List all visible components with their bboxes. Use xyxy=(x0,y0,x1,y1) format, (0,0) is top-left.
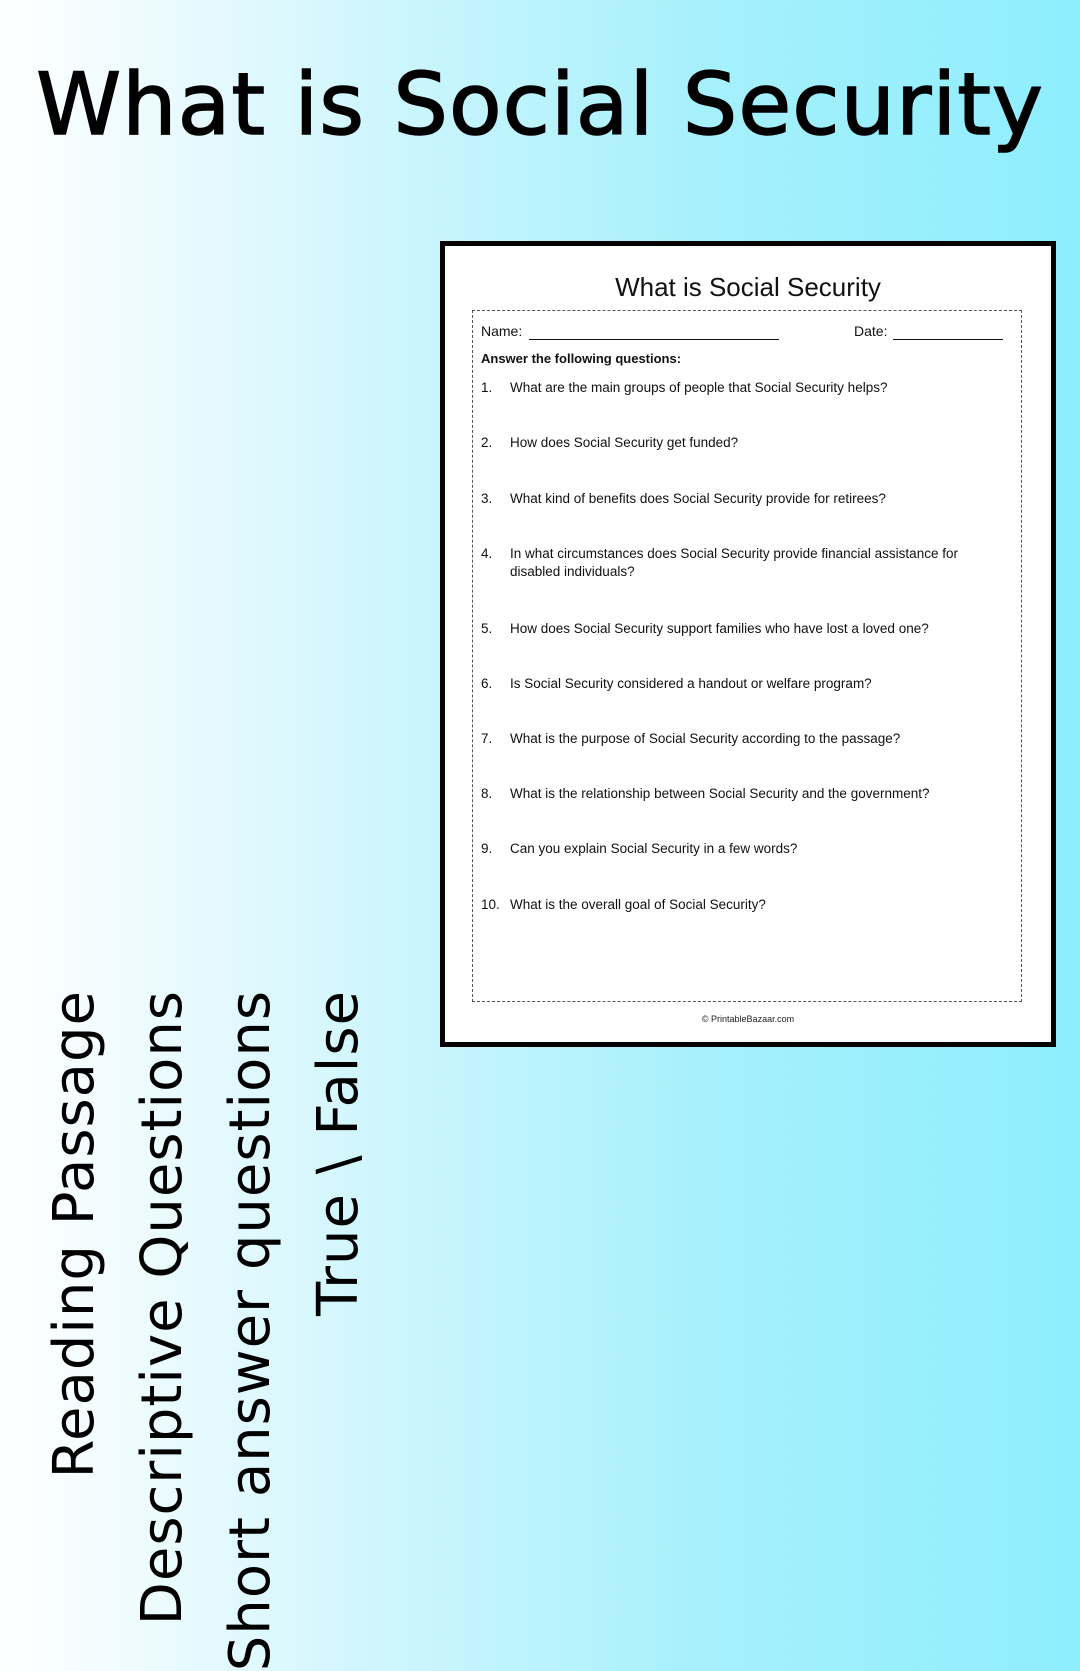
worksheet-title: What is Social Security xyxy=(615,272,881,302)
question-number: 7. xyxy=(481,731,493,746)
question-text: Is Social Security considered a handout or welfare program? xyxy=(510,676,872,691)
feature-list xyxy=(42,290,375,1671)
question-text: What is the relationship between Social Security and the government? xyxy=(510,786,930,801)
page-title: What is Social Security xyxy=(36,55,1044,155)
date-line xyxy=(893,339,1003,340)
feature-reading-passage xyxy=(42,290,107,1479)
question-number: 3. xyxy=(481,491,493,506)
question-text: How does Social Security support families who have lost a loved one? xyxy=(510,621,929,636)
copyright-footer: © PrintableBazaar.com xyxy=(701,1014,795,1024)
feature-label: Reading Passage xyxy=(42,990,107,1479)
question-text: What is the purpose of Social Security according to the passage? xyxy=(510,731,901,746)
question-number: 10. xyxy=(481,897,500,912)
feature-short-answer-questions xyxy=(218,290,283,1671)
question-text: What kind of benefits does Social Security provide for retirees? xyxy=(510,491,886,506)
question-text: Can you explain Social Security in a few words? xyxy=(510,841,798,856)
question-text: In what circumstances does Social Security provide financial assistance for disabled individuals? xyxy=(510,546,958,579)
feature-descriptive-questions xyxy=(130,290,195,1626)
question-number: 1. xyxy=(481,380,493,395)
date-label: Date: xyxy=(854,323,888,339)
feature-label: True \ False xyxy=(306,990,371,1316)
worksheet-question-box xyxy=(472,310,1022,1002)
name-date-row xyxy=(481,323,1011,343)
feature-label: Short answer questions xyxy=(218,990,283,1671)
question-text: What is the overall goal of Social Security? xyxy=(510,897,766,912)
question-text: What are the main groups of people that Social Security helps? xyxy=(510,380,888,395)
question-text: How does Social Security get funded? xyxy=(510,435,739,450)
question-number: 8. xyxy=(481,786,493,801)
question-number: 5. xyxy=(481,621,493,636)
question-number: 4. xyxy=(481,546,493,561)
question-number: 9. xyxy=(481,841,493,856)
feature-label: Descriptive Questions xyxy=(130,990,195,1626)
name-label: Name: xyxy=(481,323,523,339)
question-number: 6. xyxy=(481,676,493,691)
name-line xyxy=(529,339,779,340)
instructions: Answer the following questions: xyxy=(481,351,682,366)
feature-true-false xyxy=(306,290,371,1316)
question-number: 2. xyxy=(481,435,493,450)
worksheet-preview xyxy=(440,241,1056,1047)
